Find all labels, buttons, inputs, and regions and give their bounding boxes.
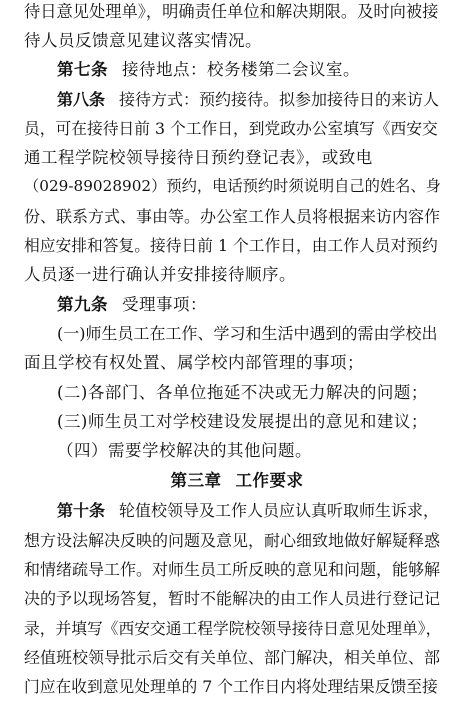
text-line: 待人员反馈意见建议落实情况。 (24, 31, 262, 50)
article-text: 轮值校领导及工作人员应认真听取师生诉求， (119, 501, 440, 521)
text-line: 通工程学院校领导接待日预约登记表》，或致电 (24, 148, 373, 168)
article-9 (24, 290, 442, 319)
text-line: 决的予以现场答复，暂时不能解决的由工作人员进行登记记 (24, 589, 441, 609)
article-number: 第八条 (57, 89, 106, 109)
list-item: (二)各部门、各单位拖延不决或无力解决的问题； (57, 382, 428, 402)
text-line: 想方设法解决反映的问题及意见，耐心细致地做好解疑释惑 (24, 530, 441, 550)
article-number: 第七条 (57, 60, 108, 80)
article-8 (24, 85, 442, 114)
text-line: 员，可在接待日前 3 个工作日，到党政办公室填写《西安交 (24, 118, 438, 138)
document-page (24, 0, 442, 702)
chapter-title: 工作要求 (235, 471, 304, 491)
text-line: 和情绪疏导工作。对师生员工所反映的意见和问题，能够解 (24, 560, 441, 580)
article-10 (24, 496, 442, 525)
text-line: 份、联系方式、事由等。办公室工作人员将根据来访内容作 (24, 206, 441, 226)
text-line: 人员逐一进行确认并安排接待顺序。 (24, 265, 296, 285)
text-line: 经值班校领导批示后交有关单位、部门解决，相关单位、部 (24, 647, 441, 667)
article-text: 受理事项： (122, 294, 207, 314)
chapter-heading (24, 465, 442, 496)
chapter-number: 第三章 (170, 471, 222, 491)
list-item: (一)师生员工在工作、学习和生活中遇到的需由学校出 (57, 323, 438, 343)
list-item: （四）需要学校解决的其他问题。 (57, 441, 312, 461)
text-line: 相应安排和答复。接待日前 1 个工作日，由工作人员对预约 (24, 236, 438, 256)
text-line: 门应在收到意见处理单的 7 个工作日内将处理结果反馈至接 (24, 677, 438, 697)
article-number: 第九条 (57, 294, 108, 314)
text-line: 面且学校有权处置、属学校内部管理的事项； (24, 353, 364, 373)
list-item: (三)师生员工对学校建设发展提出的意见和建议； (57, 411, 428, 431)
text-line: 录，并填写《西安交通工程学院校领导接待日意见处理单》， (24, 618, 442, 638)
article-7 (24, 55, 442, 84)
article-text: 接待方式：预约接待。拟参加接待日的来访人 (119, 89, 440, 109)
article-text: 接待地点：校务楼第二会议室。 (122, 60, 360, 80)
text-line: （029-89028902）预约，电话预约时须说明自己的姓名、身 (24, 177, 441, 196)
article-number: 第十条 (57, 501, 106, 521)
text-line: 待日意见处理单》，明确责任单位和解决期限。及时向被接 (24, 2, 439, 21)
